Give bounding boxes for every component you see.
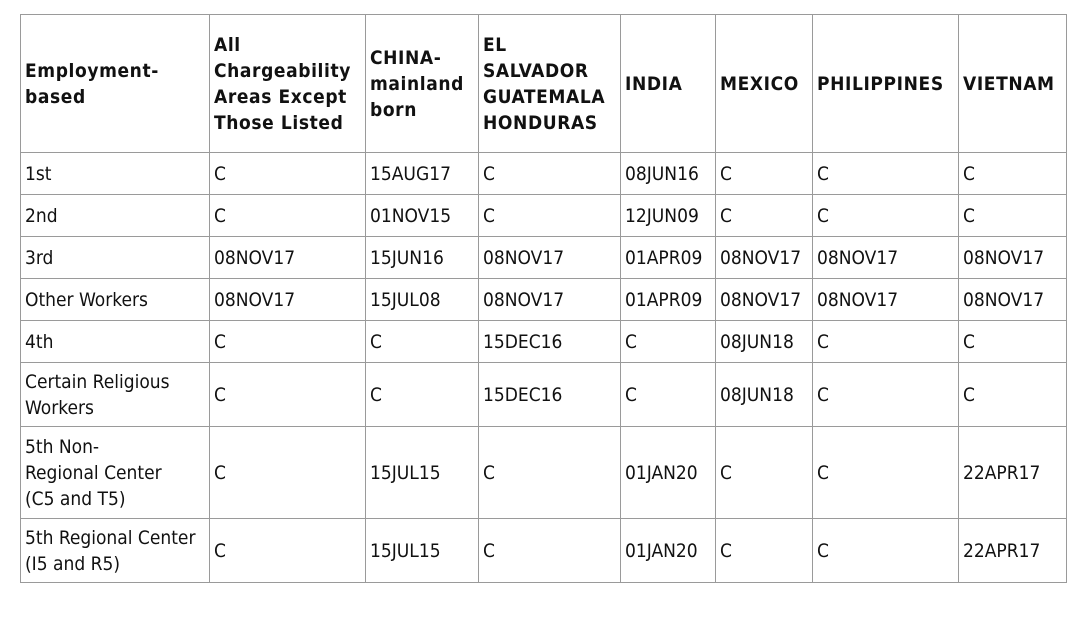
header-el-salvador-guatemala-honduras: EL SALVADOR GUATEMALA HONDURAS — [479, 15, 621, 153]
header-row — [21, 15, 1067, 153]
table-row — [21, 279, 1067, 321]
row-category: Certain Religious Workers — [21, 363, 210, 427]
table-row — [21, 321, 1067, 363]
cell-china: 15JUL08 — [366, 279, 479, 321]
cell-india: C — [621, 321, 716, 363]
cell-china: 15JUL15 — [366, 427, 479, 519]
cell-mexico: 08JUN18 — [716, 321, 813, 363]
cell-mexico: C — [716, 195, 813, 237]
header-philippines: PHILIPPINES — [813, 15, 959, 153]
cell-all-chargeability: 08NOV17 — [210, 237, 366, 279]
cell-china: 15AUG17 — [366, 153, 479, 195]
cell-all-chargeability: C — [210, 519, 366, 583]
header-all-chargeability: All Chargeability Areas Except Those Listed — [210, 15, 366, 153]
cell-india: 01JAN20 — [621, 427, 716, 519]
table-row — [21, 237, 1067, 279]
cell-el-salvador: 08NOV17 — [479, 237, 621, 279]
cell-all-chargeability: C — [210, 363, 366, 427]
cell-philippines: 08NOV17 — [813, 237, 959, 279]
cell-vietnam: 08NOV17 — [959, 237, 1067, 279]
cell-vietnam: 08NOV17 — [959, 279, 1067, 321]
row-category: 3rd — [21, 237, 210, 279]
cell-mexico: 08NOV17 — [716, 237, 813, 279]
header-mexico: MEXICO — [716, 15, 813, 153]
cell-el-salvador: C — [479, 153, 621, 195]
row-category: 2nd — [21, 195, 210, 237]
cell-india: 01APR09 — [621, 279, 716, 321]
cell-el-salvador: C — [479, 519, 621, 583]
header-employment-based: Employment- based — [21, 15, 210, 153]
cell-el-salvador: 15DEC16 — [479, 321, 621, 363]
cell-el-salvador: C — [479, 427, 621, 519]
cell-india: C — [621, 363, 716, 427]
cell-mexico: 08JUN18 — [716, 363, 813, 427]
cell-vietnam: C — [959, 321, 1067, 363]
table-row — [21, 153, 1067, 195]
cell-philippines: C — [813, 195, 959, 237]
cell-philippines: C — [813, 321, 959, 363]
cell-india: 12JUN09 — [621, 195, 716, 237]
row-category: Other Workers — [21, 279, 210, 321]
cell-china: C — [366, 363, 479, 427]
cell-vietnam: 22APR17 — [959, 519, 1067, 583]
cell-mexico: C — [716, 519, 813, 583]
row-category: 5th Regional Center (I5 and R5) — [21, 519, 210, 583]
header-india: INDIA — [621, 15, 716, 153]
table-row — [21, 427, 1067, 519]
table-row — [21, 363, 1067, 427]
visa-bulletin-table — [20, 14, 1067, 583]
header-vietnam: VIETNAM — [959, 15, 1067, 153]
cell-philippines: C — [813, 519, 959, 583]
cell-india: 08JUN16 — [621, 153, 716, 195]
cell-philippines: 08NOV17 — [813, 279, 959, 321]
cell-all-chargeability: 08NOV17 — [210, 279, 366, 321]
table-row — [21, 519, 1067, 583]
row-category: 4th — [21, 321, 210, 363]
cell-all-chargeability: C — [210, 427, 366, 519]
cell-all-chargeability: C — [210, 321, 366, 363]
cell-china: C — [366, 321, 479, 363]
cell-mexico: C — [716, 427, 813, 519]
cell-vietnam: C — [959, 153, 1067, 195]
cell-el-salvador: 15DEC16 — [479, 363, 621, 427]
cell-all-chargeability: C — [210, 195, 366, 237]
cell-mexico: C — [716, 153, 813, 195]
cell-all-chargeability: C — [210, 153, 366, 195]
header-china: CHINA- mainland born — [366, 15, 479, 153]
cell-philippines: C — [813, 153, 959, 195]
row-category: 5th Non- Regional Center (C5 and T5) — [21, 427, 210, 519]
cell-china: 15JUL15 — [366, 519, 479, 583]
row-category: 1st — [21, 153, 210, 195]
cell-el-salvador: 08NOV17 — [479, 279, 621, 321]
cell-vietnam: C — [959, 195, 1067, 237]
cell-india: 01APR09 — [621, 237, 716, 279]
cell-el-salvador: C — [479, 195, 621, 237]
table-row — [21, 195, 1067, 237]
cell-philippines: C — [813, 363, 959, 427]
cell-india: 01JAN20 — [621, 519, 716, 583]
cell-vietnam: C — [959, 363, 1067, 427]
cell-mexico: 08NOV17 — [716, 279, 813, 321]
cell-china: 15JUN16 — [366, 237, 479, 279]
cell-vietnam: 22APR17 — [959, 427, 1067, 519]
cell-china: 01NOV15 — [366, 195, 479, 237]
cell-philippines: C — [813, 427, 959, 519]
